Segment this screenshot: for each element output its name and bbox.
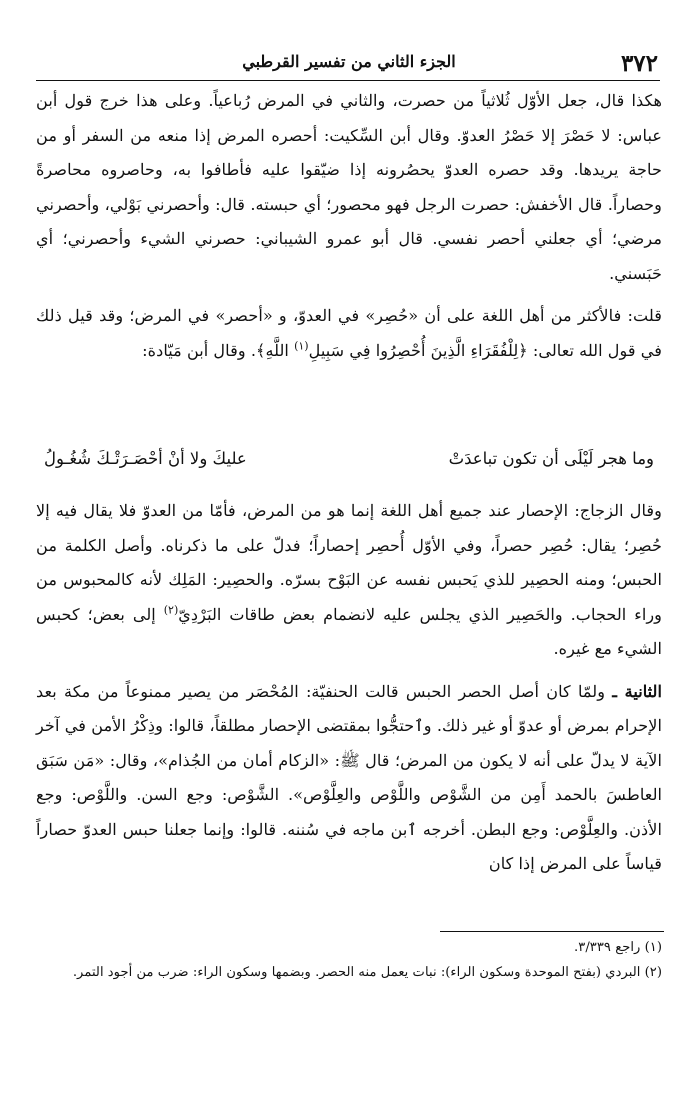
paragraph-1: هكذا قال، جعل الأوّل ثُلاثياً من حصرت، والثاني في المرض رُباعياً. وعلى هذا خرج قول أبن عباس: لا حَصْرَ إلا حَصْرُ العدوّ. وقال أبن السِّكيت: أحصره المرض إذا منعه من السفر أو من حاجة يريدها. وقد حصره العدوّ يحصُرونه إذا ضيّقوا عليه فأطافوا به، وحاصروه محاصرةً وحصاراً. قال الأخفش: حصرت الرجل فهو محصور؛ أي حبسته. قال: وأحصرني بَوْلي، وأحصرني مرضي؛ أي جعلني أحصر نفسي. قال أبو عمرو الشيباني: حصرني الشيء وأحصرني؛ أي حَبَسني. bbox=[36, 91, 662, 283]
verse-hemistich-1: وما هجر لَيْلَى أن تكون تباعدَتْ bbox=[448, 449, 654, 468]
paragraph-4-text: ولمّا كان أصل الحصر الحبس قالت الحنفيّة: المُحْصَر من يصير ممنوعاً من مكة بعد الإحرام بمرض أو عدوّ أو غير ذلك. وٱحتجُّوا بمقتضى الإحصار مطلقاً، قالوا: وذِكْرُ الأمن في آخر الآية لا يدلّ على أنه لا يكون من المرض؛ قال ﷺ: «الزكام أمان من الجُذام»، وقال: «مَن سَبَق العاطسَ بالحمد أَمِن من الشَّوْص واللَّوْص والعِلَّوْص». الشَّوْص: وجع السن. واللَّوْص: وجع الأذن. والعِلَّوْص: وجع البطن. أخرجه ٱبن ماجه في سُننه. قالوا: وإنما جعلنا حبس العدوّ حصاراً قياساً على المرض إذا كان bbox=[36, 681, 662, 873]
paragraph-2-text: قلت: فالأكثر من أهل اللغة على أن «حُصِر» في العدوّ، و «أحصر» في المرض؛ وقد قيل ذلك في قول الله تعالى: ﴿لِلْفُقَرَاءِ الَّذِينَ أُحْصِرُوا فِي سَبِيلِ bbox=[36, 306, 662, 360]
verse-hemistich-2: عليكَ ولا أنْ أحْصَـرَتْـكَ شُغُـولُ bbox=[44, 449, 247, 468]
paragraph-gap bbox=[36, 291, 662, 299]
section-lead: الثانية ـ bbox=[612, 681, 662, 701]
paragraph-3 bbox=[36, 494, 662, 667]
main-text-bottom bbox=[36, 494, 662, 882]
header-rule bbox=[36, 80, 660, 81]
running-title: الجزء الثاني من تفسير القرطبي bbox=[242, 52, 456, 71]
paragraph-2-tail: اللَّهِ﴾. وقال أبن مَيّادة: bbox=[142, 340, 289, 360]
paragraph-gap bbox=[36, 667, 662, 675]
paragraph-3-text: وقال الزجاج: الإحصار عند جميع أهل اللغة إنما هو من المرض، فأمّا من العدوّ فلا يقال فيه إلا حُصِر؛ يقال: حُصِر حصراً، وفي الأوّل أُحصِر إحصاراً؛ فدلّ على ما ذكرناه. وأصل الكلمة من الحبس؛ ومنه الحصِير للذي يَحبس نفسه عن البَوْح بسرّه. والحصِير: المَلِك لأنه كالمحبوس من وراء الحجاب. والحَصِير الذي يجلس عليه لانضمام بعض طاقات البَرْدِيّ bbox=[36, 501, 662, 624]
footnote-1: (١) راجع ٣/٣٣٩. bbox=[574, 940, 662, 955]
paragraph-4 bbox=[36, 675, 662, 882]
footnote-ref-1: (١) bbox=[294, 339, 309, 353]
page-number: ٣٧٢ bbox=[620, 50, 658, 77]
footnote-2: (٢) البردي (بفتح الموحدة وسكون الراء): نبات يعمل منه الحصر. وبضمها وسكون الراء: ضرب من أجود التمر. bbox=[72, 965, 662, 980]
footnote-ref-2: (٢) bbox=[163, 603, 179, 617]
page-header bbox=[40, 48, 658, 80]
footnotes bbox=[36, 935, 662, 985]
paragraph-3-tail: إلى بعض؛ كحبس الشيء مع غيره. bbox=[36, 604, 662, 658]
paragraph-2 bbox=[36, 299, 662, 368]
main-text-top bbox=[36, 84, 662, 368]
footnote-rule bbox=[440, 931, 664, 932]
poetry-verse bbox=[44, 449, 654, 485]
